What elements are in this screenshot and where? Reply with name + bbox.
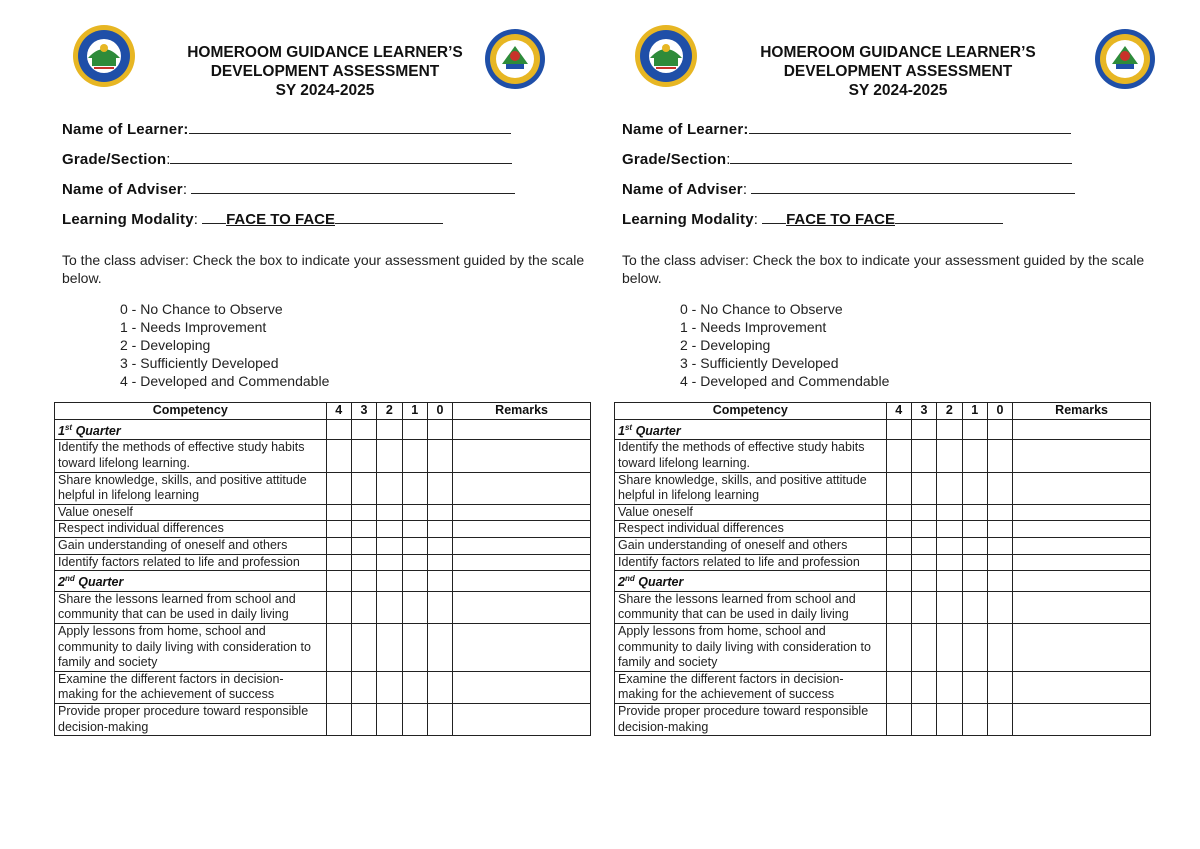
learner-name-field[interactable]	[622, 118, 1162, 148]
learner-fields	[622, 118, 1162, 238]
table-header-row	[55, 403, 591, 420]
competency-text: Identify factors related to life and profession	[615, 554, 887, 571]
remarks-cell[interactable]	[1013, 440, 1151, 472]
scale-item: 0 - No Chance to Observe	[120, 301, 283, 317]
table-row	[615, 537, 1151, 554]
table-row	[615, 591, 1151, 623]
rating-checkbox-3[interactable]	[911, 537, 936, 554]
competency-text: Gain understanding of oneself and others	[615, 537, 887, 554]
rating-checkbox-3[interactable]	[351, 521, 376, 538]
rating-scale	[680, 300, 889, 390]
rating-checkbox-2[interactable]	[377, 554, 402, 571]
competency-text: Value oneself	[55, 504, 327, 521]
rating-checkbox-0[interactable]	[427, 472, 452, 504]
table-row	[55, 472, 591, 504]
adviser-name-blank[interactable]	[191, 178, 515, 194]
header-competency: Competency	[55, 403, 327, 420]
rating-checkbox-2[interactable]	[937, 521, 962, 538]
form-title	[140, 43, 510, 100]
header-competency: Competency	[615, 403, 887, 420]
title-line-3: SY 2024-2025	[275, 82, 375, 99]
header-0: 0	[987, 403, 1012, 420]
remarks-cell[interactable]	[453, 504, 591, 521]
scale-item: 0 - No Chance to Observe	[680, 301, 843, 317]
rating-checkbox-3[interactable]	[911, 504, 936, 521]
scale-item: 2 - Developing	[120, 337, 211, 353]
school-seal	[1094, 28, 1156, 90]
quarter-2-label: 2nd Quarter	[55, 571, 327, 592]
instructions: To the class adviser: Check the box to indicate your assessment guided by the scale below.	[622, 252, 1145, 286]
scale-item: 1 - Needs Improvement	[120, 319, 267, 335]
assessment-form-right	[612, 0, 1172, 849]
header-4: 4	[326, 403, 351, 420]
rating-checkbox-2[interactable]	[377, 624, 402, 672]
table-row	[615, 704, 1151, 736]
rating-checkbox-4[interactable]	[326, 472, 351, 504]
header-3: 3	[911, 403, 936, 420]
rating-checkbox-1[interactable]	[962, 504, 987, 521]
rating-checkbox-2[interactable]	[377, 472, 402, 504]
competency-text: Identify the methods of effective study habits toward lifelong learning.	[615, 440, 887, 472]
remarks-cell[interactable]	[1013, 671, 1151, 703]
remarks-cell[interactable]	[1013, 537, 1151, 554]
remarks-cell[interactable]	[453, 521, 591, 538]
rating-checkbox-3[interactable]	[351, 440, 376, 472]
rating-checkbox-1[interactable]	[402, 704, 427, 736]
header-remarks: Remarks	[453, 403, 591, 420]
remarks-cell[interactable]	[1013, 624, 1151, 672]
rating-checkbox-3[interactable]	[911, 554, 936, 571]
rating-checkbox-3[interactable]	[911, 521, 936, 538]
table-row	[615, 554, 1151, 571]
rating-checkbox-4[interactable]	[886, 671, 911, 703]
rating-checkbox-2[interactable]	[937, 440, 962, 472]
rating-checkbox-1[interactable]	[962, 554, 987, 571]
table-header-row	[615, 403, 1151, 420]
competency-text: Gain understanding of oneself and others	[55, 537, 327, 554]
rating-checkbox-2[interactable]	[377, 440, 402, 472]
rating-checkbox-1[interactable]	[402, 624, 427, 672]
rating-checkbox-4[interactable]	[886, 521, 911, 538]
competency-text: Apply lessons from home, school and community to daily living with consideration to family and society	[55, 624, 327, 672]
rating-checkbox-4[interactable]	[886, 537, 911, 554]
rating-checkbox-2[interactable]	[377, 591, 402, 623]
learner-name-label: Name of Learner:	[622, 121, 749, 138]
rating-checkbox-1[interactable]	[402, 554, 427, 571]
header-3: 3	[351, 403, 376, 420]
quarter-row	[615, 419, 1151, 440]
remarks-cell[interactable]	[453, 537, 591, 554]
rating-checkbox-2[interactable]	[377, 704, 402, 736]
remarks-cell[interactable]	[1013, 554, 1151, 571]
adviser-name-label: Name of Adviser	[62, 181, 183, 198]
rating-checkbox-0[interactable]	[427, 521, 452, 538]
rating-checkbox-0[interactable]	[987, 704, 1012, 736]
rating-checkbox-0[interactable]	[987, 521, 1012, 538]
header-2: 2	[377, 403, 402, 420]
table-row	[55, 591, 591, 623]
rating-checkbox-0[interactable]	[427, 440, 452, 472]
rating-checkbox-3[interactable]	[351, 554, 376, 571]
rating-checkbox-2[interactable]	[377, 521, 402, 538]
rating-checkbox-2[interactable]	[937, 624, 962, 672]
rating-checkbox-0[interactable]	[987, 504, 1012, 521]
table-row	[55, 704, 591, 736]
rating-checkbox-3[interactable]	[911, 472, 936, 504]
adviser-name-field[interactable]: Name of Adviser:	[622, 178, 1162, 208]
remarks-cell[interactable]	[453, 704, 591, 736]
q1-section	[615, 419, 1151, 440]
table-row	[55, 671, 591, 703]
rating-checkbox-3[interactable]	[351, 504, 376, 521]
adviser-name-blank[interactable]	[751, 178, 1075, 194]
rating-checkbox-3[interactable]	[351, 624, 376, 672]
quarter-2-label: 2nd Quarter	[615, 571, 887, 592]
rating-scale	[120, 300, 329, 390]
rating-checkbox-1[interactable]	[962, 472, 987, 504]
rating-checkbox-4[interactable]	[326, 554, 351, 571]
header-1: 1	[402, 403, 427, 420]
header-0: 0	[427, 403, 452, 420]
table-row	[615, 472, 1151, 504]
table-row	[55, 624, 591, 672]
header-1: 1	[962, 403, 987, 420]
learner-fields	[62, 118, 602, 238]
remarks-cell[interactable]	[1013, 521, 1151, 538]
rating-checkbox-2[interactable]	[377, 537, 402, 554]
adviser-name-label: Name of Adviser	[622, 181, 743, 198]
title-line-2: DEVELOPMENT ASSESSMENT	[783, 63, 1013, 80]
rating-checkbox-3[interactable]	[911, 704, 936, 736]
q1-rows	[615, 440, 1151, 571]
remarks-cell[interactable]	[453, 440, 591, 472]
competency-text: Identify factors related to life and profession	[55, 554, 327, 571]
rating-checkbox-3[interactable]	[351, 472, 376, 504]
rating-checkbox-0[interactable]	[427, 554, 452, 571]
rating-checkbox-1[interactable]	[962, 537, 987, 554]
rating-checkbox-4[interactable]	[326, 624, 351, 672]
rating-checkbox-4[interactable]	[326, 504, 351, 521]
competency-text: Respect individual differences	[615, 521, 887, 538]
table-row	[55, 504, 591, 521]
q2-rows	[615, 591, 1151, 735]
competency-table	[54, 402, 591, 736]
competency-table	[614, 402, 1151, 736]
competency-text: Provide proper procedure toward responsible decision-making	[55, 704, 327, 736]
instructions: To the class adviser: Check the box to indicate your assessment guided by the scale below.	[62, 252, 585, 286]
rating-checkbox-0[interactable]	[987, 554, 1012, 571]
competency-text: Identify the methods of effective study habits toward lifelong learning.	[55, 440, 327, 472]
scale-item: 1 - Needs Improvement	[680, 319, 827, 335]
q1-rows	[55, 440, 591, 571]
title-line-1: HOMEROOM GUIDANCE LEARNER’S	[187, 44, 463, 61]
remarks-cell[interactable]	[453, 671, 591, 703]
rating-checkbox-2[interactable]	[377, 504, 402, 521]
table-row	[615, 440, 1151, 472]
header-4: 4	[886, 403, 911, 420]
competency-text: Examine the different factors in decision-making for the achievement of success	[615, 671, 887, 703]
rating-checkbox-1[interactable]	[402, 591, 427, 623]
table-row	[615, 521, 1151, 538]
competency-text: Apply lessons from home, school and community to daily living with consideration to family and society	[615, 624, 887, 672]
rating-checkbox-4[interactable]	[886, 472, 911, 504]
rating-checkbox-4[interactable]	[326, 521, 351, 538]
rating-checkbox-1[interactable]	[402, 671, 427, 703]
rating-checkbox-2[interactable]	[937, 537, 962, 554]
competency-text: Respect individual differences	[55, 521, 327, 538]
rating-checkbox-3[interactable]	[351, 591, 376, 623]
rating-checkbox-2[interactable]	[937, 704, 962, 736]
competency-text: Examine the different factors in decision-making for the achievement of success	[55, 671, 327, 703]
rating-checkbox-0[interactable]	[987, 537, 1012, 554]
quarter-row	[615, 571, 1151, 592]
remarks-cell[interactable]	[453, 554, 591, 571]
remarks-cell[interactable]	[1013, 504, 1151, 521]
table-row	[55, 521, 591, 538]
scale-item: 3 - Sufficiently Developed	[680, 355, 839, 371]
rating-checkbox-3[interactable]	[911, 624, 936, 672]
title-line-2: DEVELOPMENT ASSESSMENT	[210, 63, 440, 80]
competency-text: Share knowledge, skills, and positive attitude helpful in lifelong learning	[55, 472, 327, 504]
grade-section-blank[interactable]	[170, 148, 512, 164]
rating-checkbox-1[interactable]	[962, 624, 987, 672]
learner-name-field[interactable]	[62, 118, 602, 148]
grade-section-label: Grade/Section	[62, 151, 167, 168]
rating-checkbox-4[interactable]	[886, 591, 911, 623]
rating-checkbox-4[interactable]	[326, 704, 351, 736]
q2-section	[615, 571, 1151, 592]
rating-checkbox-1[interactable]	[962, 671, 987, 703]
remarks-cell[interactable]	[1013, 472, 1151, 504]
learner-name-blank[interactable]	[749, 118, 1071, 134]
q2-rows	[55, 591, 591, 735]
rating-checkbox-1[interactable]	[402, 537, 427, 554]
remarks-cell[interactable]	[1013, 704, 1151, 736]
quarter-1-label: 1st Quarter	[55, 419, 327, 440]
header-remarks: Remarks	[1013, 403, 1151, 420]
rating-checkbox-0[interactable]	[987, 591, 1012, 623]
quarter-row	[55, 419, 591, 440]
competency-text: Share the lessons learned from school and community that can be used in daily living	[615, 591, 887, 623]
rating-checkbox-0[interactable]	[987, 671, 1012, 703]
learning-modality-value[interactable]: FACE TO FACE	[786, 211, 895, 228]
rating-checkbox-4[interactable]	[326, 591, 351, 623]
grade-section-blank[interactable]	[730, 148, 1072, 164]
learning-modality-label: Learning Modality	[62, 211, 194, 228]
remarks-cell[interactable]	[453, 624, 591, 672]
learning-modality-label: Learning Modality	[622, 211, 754, 228]
grade-section-field[interactable]: Grade/Section:	[62, 148, 602, 178]
scale-item: 4 - Developed and Commendable	[680, 373, 890, 389]
rating-checkbox-1[interactable]	[962, 521, 987, 538]
rating-checkbox-3[interactable]	[911, 591, 936, 623]
rating-checkbox-0[interactable]	[987, 624, 1012, 672]
rating-checkbox-3[interactable]	[351, 537, 376, 554]
rating-checkbox-4[interactable]	[886, 440, 911, 472]
rating-checkbox-0[interactable]	[987, 440, 1012, 472]
learner-name-blank[interactable]	[189, 118, 511, 134]
rating-checkbox-4[interactable]	[886, 624, 911, 672]
competency-text: Provide proper procedure toward responsible decision-making	[615, 704, 887, 736]
q2-section	[55, 571, 591, 592]
rating-checkbox-1[interactable]	[402, 440, 427, 472]
table-row	[615, 504, 1151, 521]
scale-item: 4 - Developed and Commendable	[120, 373, 330, 389]
rating-checkbox-0[interactable]	[427, 671, 452, 703]
rating-checkbox-0[interactable]	[427, 591, 452, 623]
rating-checkbox-3[interactable]	[351, 671, 376, 703]
competency-text: Value oneself	[615, 504, 887, 521]
rating-checkbox-2[interactable]	[377, 671, 402, 703]
rating-checkbox-4[interactable]	[886, 554, 911, 571]
table-row	[55, 440, 591, 472]
title-line-1: HOMEROOM GUIDANCE LEARNER’S	[760, 44, 1036, 61]
table-row	[55, 537, 591, 554]
table-row	[615, 671, 1151, 703]
rating-checkbox-4[interactable]	[886, 504, 911, 521]
rating-checkbox-2[interactable]	[937, 554, 962, 571]
rating-checkbox-1[interactable]	[962, 704, 987, 736]
rating-checkbox-2[interactable]	[937, 504, 962, 521]
grade-section-field[interactable]: Grade/Section:	[622, 148, 1162, 178]
rating-checkbox-4[interactable]	[326, 440, 351, 472]
learning-modality-value[interactable]: FACE TO FACE	[226, 211, 335, 228]
rating-checkbox-4[interactable]	[326, 537, 351, 554]
scale-item: 2 - Developing	[680, 337, 771, 353]
learner-name-label: Name of Learner:	[62, 121, 189, 138]
rating-checkbox-3[interactable]	[351, 704, 376, 736]
rating-checkbox-0[interactable]	[427, 704, 452, 736]
competency-text: Share knowledge, skills, and positive attitude helpful in lifelong learning	[615, 472, 887, 504]
form-title	[712, 43, 1084, 100]
rating-checkbox-1[interactable]	[962, 440, 987, 472]
rating-checkbox-2[interactable]	[937, 591, 962, 623]
rating-checkbox-2[interactable]	[937, 671, 962, 703]
rating-checkbox-0[interactable]	[987, 472, 1012, 504]
scale-item: 3 - Sufficiently Developed	[120, 355, 279, 371]
rating-checkbox-3[interactable]	[911, 671, 936, 703]
remarks-cell[interactable]	[453, 472, 591, 504]
rating-checkbox-4[interactable]	[886, 704, 911, 736]
rating-checkbox-1[interactable]	[962, 591, 987, 623]
rating-checkbox-2[interactable]	[937, 472, 962, 504]
remarks-cell[interactable]	[453, 591, 591, 623]
rating-checkbox-1[interactable]	[402, 504, 427, 521]
rating-checkbox-3[interactable]	[911, 440, 936, 472]
q1-section	[55, 419, 591, 440]
competency-text: Share the lessons learned from school and community that can be used in daily living	[55, 591, 327, 623]
learning-modality-field[interactable]: Learning Modality: FACE TO FACE	[62, 208, 602, 238]
table-row	[55, 554, 591, 571]
learning-modality-field[interactable]: Learning Modality: FACE TO FACE	[622, 208, 1162, 238]
quarter-1-label: 1st Quarter	[615, 419, 887, 440]
rating-checkbox-1[interactable]	[402, 521, 427, 538]
title-line-3: SY 2024-2025	[848, 82, 948, 99]
rating-checkbox-0[interactable]	[427, 624, 452, 672]
pangasinan-division-seal	[72, 24, 136, 88]
rating-checkbox-4[interactable]	[326, 671, 351, 703]
remarks-cell[interactable]	[1013, 591, 1151, 623]
table-row	[615, 624, 1151, 672]
pangasinan-division-seal	[634, 24, 698, 88]
assessment-form-left	[52, 0, 612, 849]
header-2: 2	[937, 403, 962, 420]
quarter-row	[55, 571, 591, 592]
rating-checkbox-0[interactable]	[427, 537, 452, 554]
grade-section-label: Grade/Section	[622, 151, 727, 168]
rating-checkbox-1[interactable]	[402, 472, 427, 504]
rating-checkbox-0[interactable]	[427, 504, 452, 521]
adviser-name-field[interactable]: Name of Adviser:	[62, 178, 602, 208]
